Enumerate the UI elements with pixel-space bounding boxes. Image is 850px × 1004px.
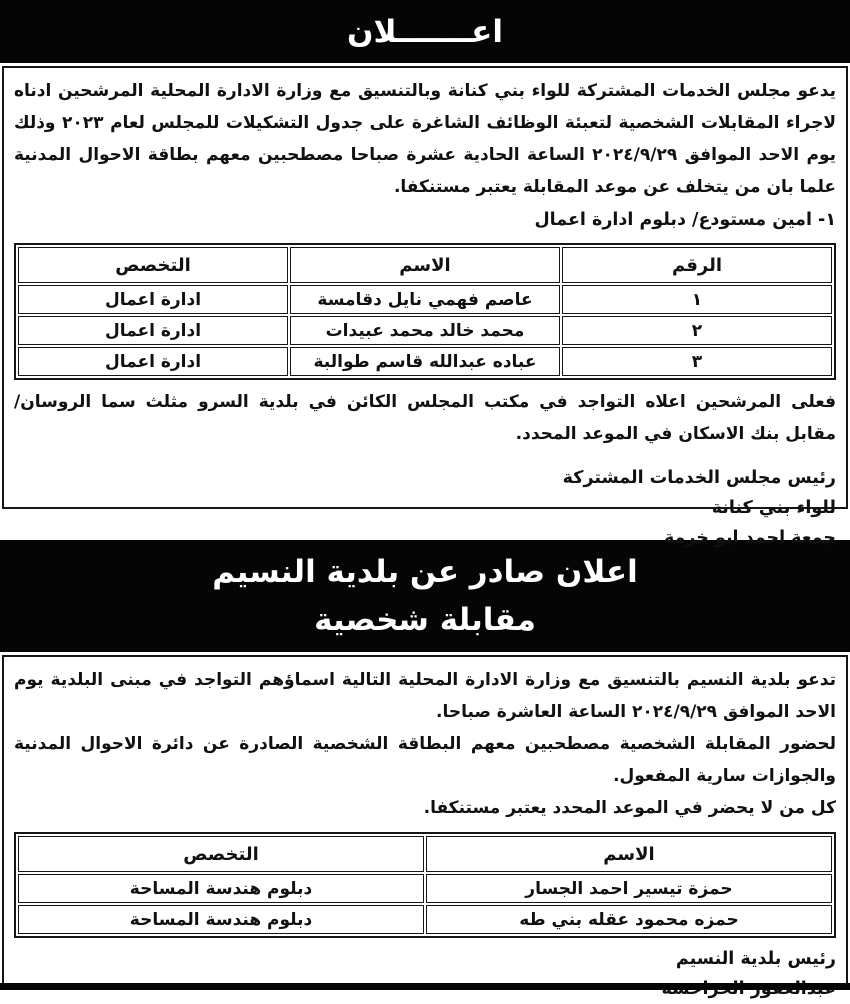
cell-specialization: ادارة اعمال bbox=[18, 285, 288, 314]
table-row bbox=[18, 347, 832, 376]
column-header-name: الاسم bbox=[426, 836, 832, 872]
table-row bbox=[18, 905, 832, 934]
signature-title-line: رئيس مجلس الخدمات المشتركة bbox=[562, 468, 836, 488]
signature-title-line: رئيس بلدية النسيم bbox=[675, 949, 836, 969]
cell-specialization: دبلوم هندسة المساحة bbox=[18, 874, 424, 903]
cell-name: حمزه محمود عقله بني طه bbox=[426, 905, 832, 934]
announcement2-candidates-table bbox=[14, 832, 836, 938]
table-row bbox=[18, 874, 832, 903]
announcement2-attendance-paragraph: لحضور المقابلة الشخصية مصطحبين معهم البطاقة الشخصية الصادرة عن دائرة الاحوال المدنية والجوازات سارية المفعول. bbox=[14, 734, 836, 786]
table-row bbox=[18, 316, 832, 345]
announcement1-candidates-table bbox=[14, 243, 836, 380]
cell-name: عاصم فهمي نايل دقامسة bbox=[290, 285, 560, 314]
column-header-specialization: التخصص bbox=[18, 836, 424, 872]
announcement2-body bbox=[2, 655, 848, 983]
announcement2-warning-line: كل من لا يحضر في الموعد المحدد يعتبر مستنكفا. bbox=[423, 798, 836, 818]
cell-number: ٣ bbox=[562, 347, 832, 376]
announcement1-title: اعـــــــلان bbox=[347, 13, 503, 50]
column-header-number: الرقم bbox=[562, 247, 832, 283]
signature-name-line: جمعة احمد ابو خرمة bbox=[663, 528, 836, 548]
announcement1-position-line: ١- امين مستودع/ دبلوم ادارة اعمال bbox=[534, 210, 836, 230]
announcement2-title-bar bbox=[0, 540, 850, 652]
cell-number: ٢ bbox=[562, 316, 832, 345]
announcement1-body bbox=[2, 66, 848, 548]
announcement2-intro-paragraph: تدعو بلدية النسيم بالتنسيق مع وزارة الادارة المحلية التالية اسماؤهم التواجد في مبنى البلدية يوم الاحد الموافق ٢٠٢٤/٩/٢٩ الساعة العاشرة صباحا. bbox=[14, 670, 836, 722]
page-bottom-rule bbox=[0, 983, 850, 990]
cell-name: محمد خالد محمد عبيدات bbox=[290, 316, 560, 345]
cell-number: ١ bbox=[562, 285, 832, 314]
signature-entity-line: للواء بني كنانة bbox=[711, 498, 836, 518]
column-header-specialization: التخصص bbox=[18, 247, 288, 283]
table-header-row bbox=[18, 247, 832, 283]
table-row bbox=[18, 285, 832, 314]
cell-specialization: دبلوم هندسة المساحة bbox=[18, 905, 424, 934]
announcement1-outro-paragraph: فعلى المرشحين اعلاه التواجد في مكتب المجلس الكائن في بلدية السرو مثلث سما الروسان/ مقابل بنك الاسكان في الموعد المحدد. bbox=[14, 392, 836, 444]
announcement2-title-line2: مقابلة شخصية bbox=[314, 602, 536, 638]
column-header-name: الاسم bbox=[290, 247, 560, 283]
cell-name: عباده عبدالله قاسم طوالبة bbox=[290, 347, 560, 376]
cell-name: حمزة تيسير احمد الجسار bbox=[426, 874, 832, 903]
cell-specialization: ادارة اعمال bbox=[18, 316, 288, 345]
cell-specialization: ادارة اعمال bbox=[18, 347, 288, 376]
announcement1-intro-paragraph: يدعو مجلس الخدمات المشتركة للواء بني كنانة وبالتنسيق مع وزارة الادارة المحلية المرشحين ادناه لاجراء المقابلات الشخصية لتعبئة الوظائف الشاغرة على جدول التشكيلات للمجلس لعام ٢٠٢٣ وذلك يوم الاحد الموافق ٢٠٢٤/٩/٢٩ الساعة الحادية عشرة صباحا مصطحبين معهم بطاقة الاحوال المدنية علما بان من يتخلف عن موعد المقابلة يعتبر مستنكفا. bbox=[14, 81, 836, 197]
announcement2-signature-block bbox=[14, 944, 836, 1004]
table-header-row bbox=[18, 836, 832, 872]
announcement2-title-line1: اعلان صادر عن بلدية النسيم bbox=[212, 554, 638, 590]
announcement1-title-bar bbox=[0, 0, 850, 63]
